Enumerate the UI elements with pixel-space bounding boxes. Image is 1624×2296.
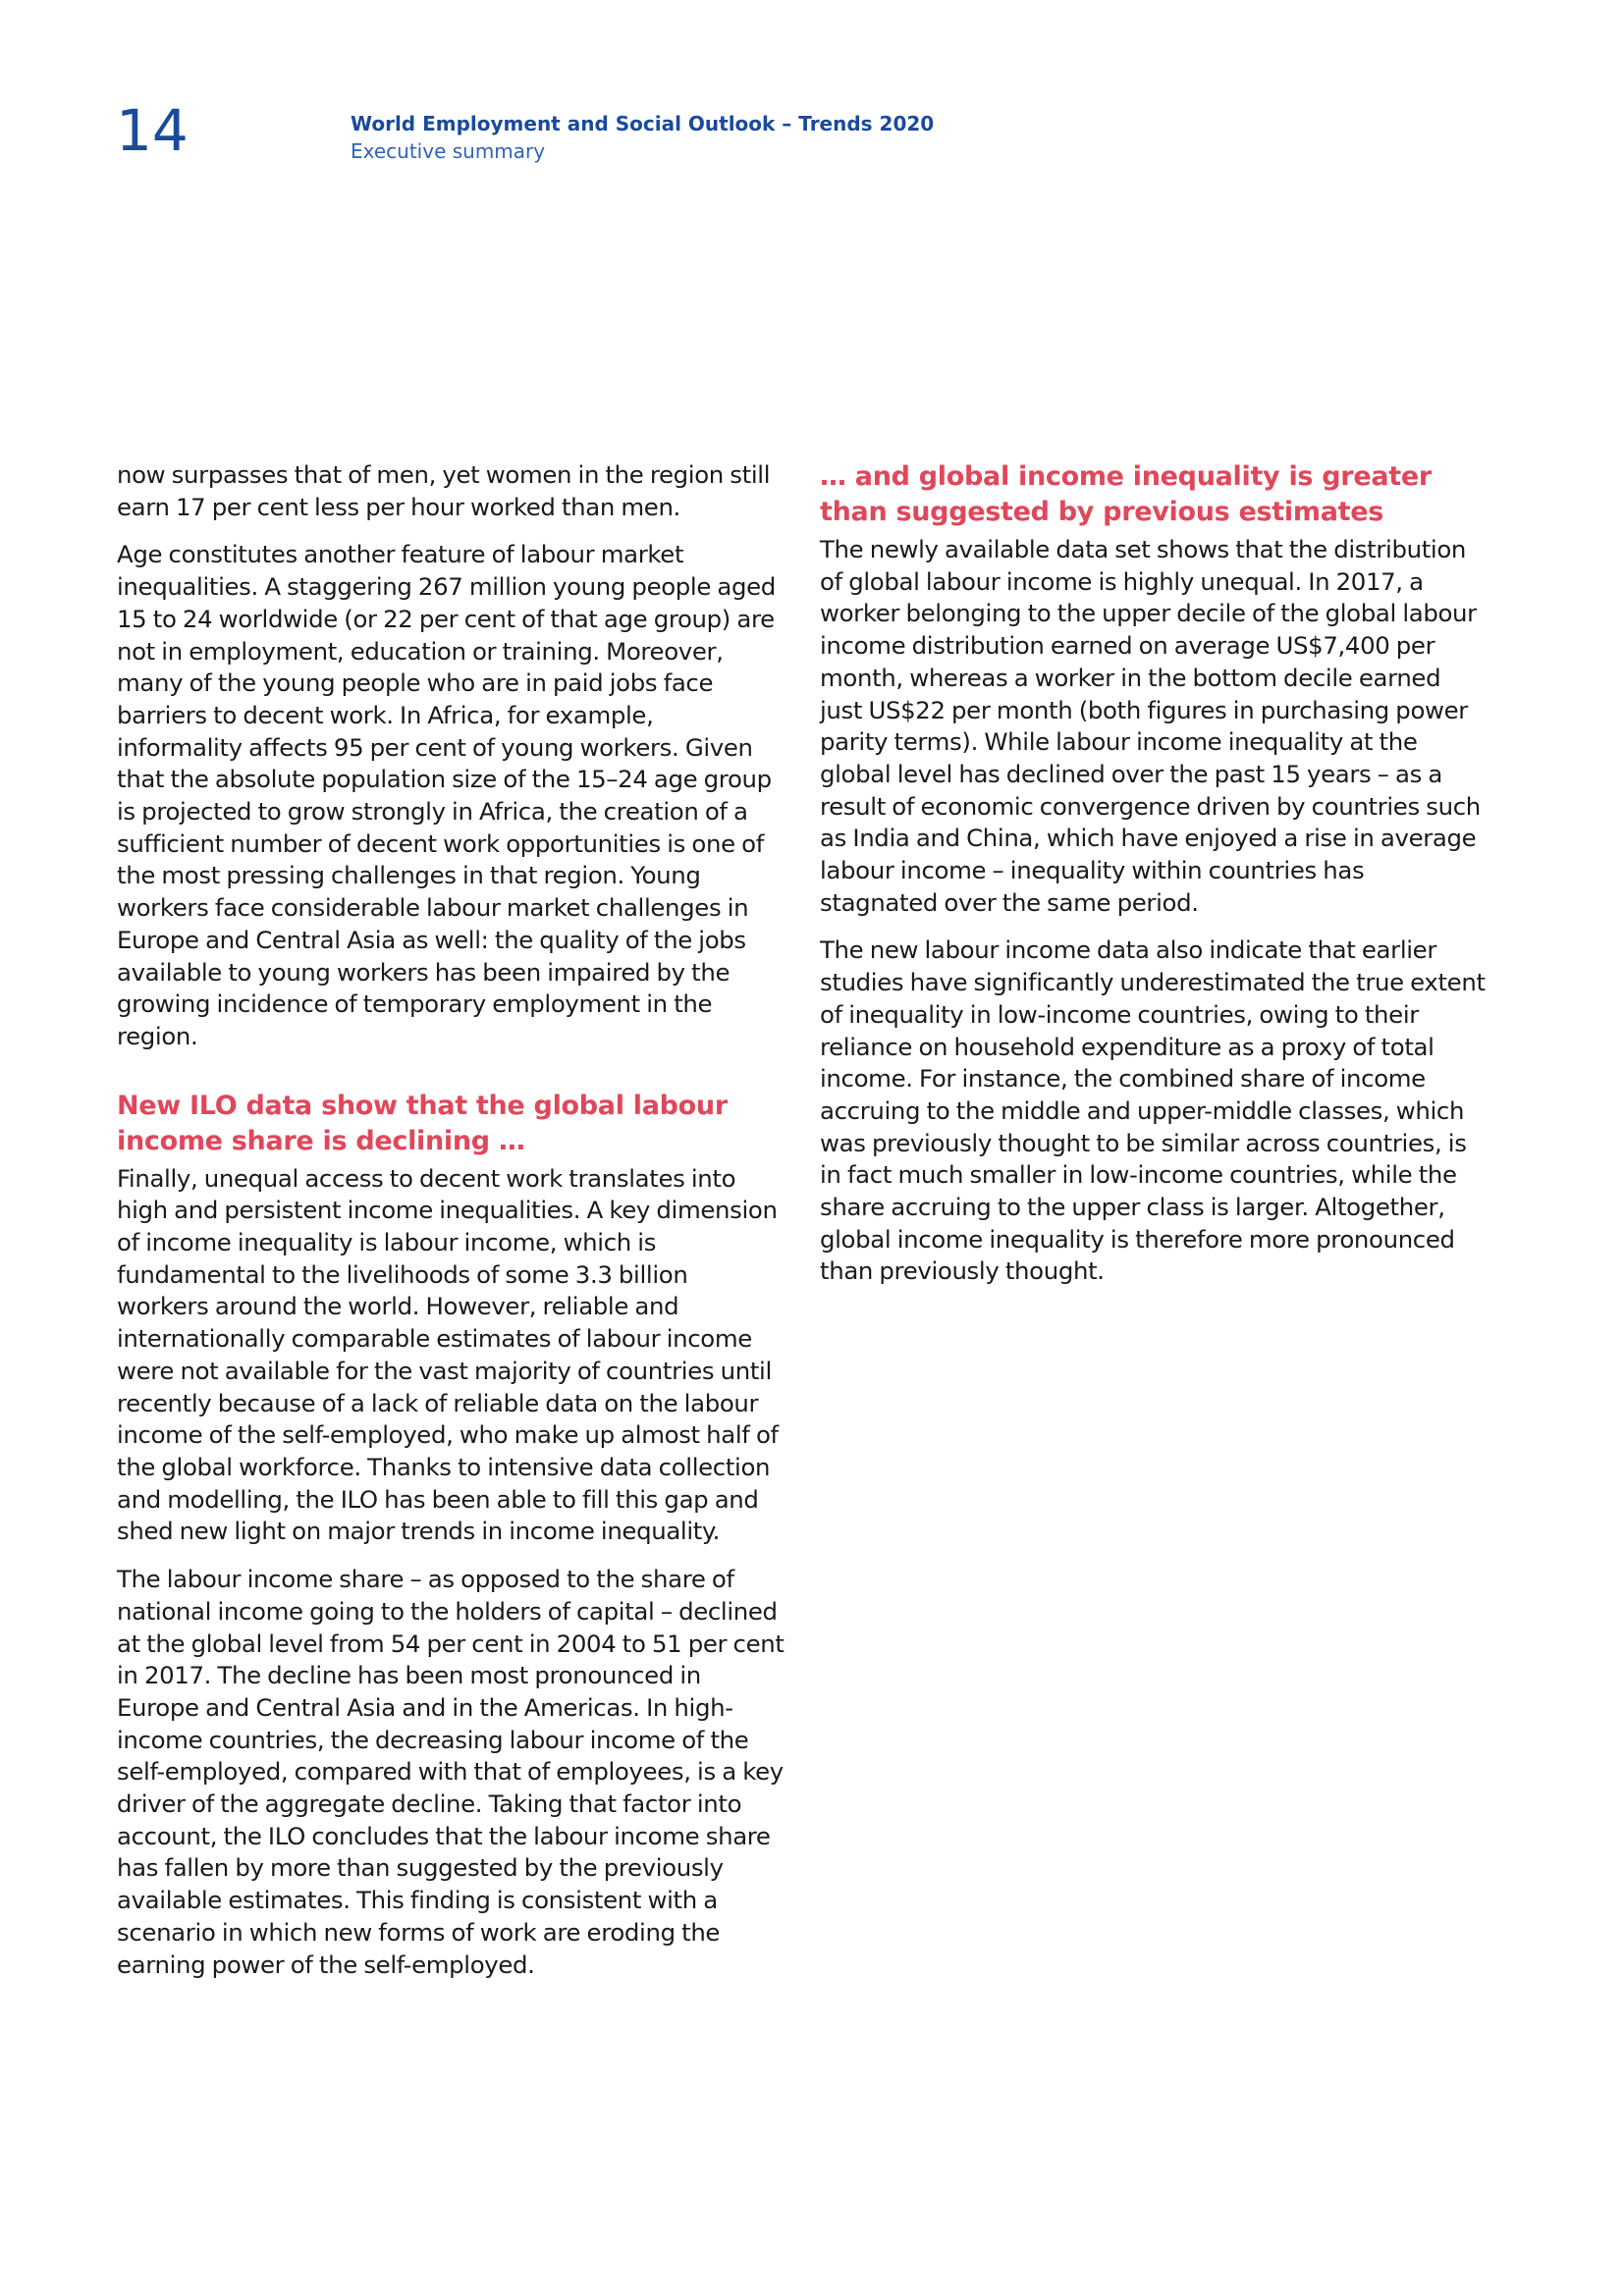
section-heading: … and global income inequality is greater than suggested by previous estimates (820, 461, 1432, 527)
right-column (820, 459, 1488, 1304)
running-header (351, 110, 934, 165)
report-title: World Employment and Social Outlook – Trends 2020 (351, 112, 935, 135)
paragraph: The new labour income data also indicate that earlier studies have significantly underestimated the true extent of inequality in low-income countries, owing to their reliance on household expenditure as a proxy of total income. For instance, the combined share of income accruing to the middle and upper-middle classes, which was previously thought to be similar across countries, is in fact much smaller in low-income countries, while the share accruing to the upper class is larger. Altogether, global income inequality is therefore more pronounced than previously thought. (820, 935, 1486, 1286)
left-column (117, 459, 785, 1997)
paragraph: Age constitutes another feature of labour market inequalities. A staggering 267 million young people aged 15 to 24 worldwide (or 22 per cent of that age group) are not in employment, education or training. Moreover, many of the young people who are in paid jobs face barriers to decent work. In Africa, for example, informality affects 95 per cent of young workers. Given that the absolute population size of the 15–24 age group is projected to grow strongly in Africa, the creation of a sufficient number of decent work opportunities is one of the most pressing challenges in that region. Young workers face considerable labour market challenges in Europe and Central Asia as well: the quality of the jobs available to young workers has been impaired by the growing incidence of temporary employment in the region. (117, 540, 776, 1050)
page-number: 14 (116, 97, 189, 164)
section-title: Executive summary (351, 139, 546, 163)
section-heading: New ILO data show that the global labour income share is declining … (117, 1090, 728, 1156)
paragraph: The labour income share – as opposed to the share of national income going to the holders of capital – declined at the global level from 54 per cent in 2004 to 51 per cent in 2017. The decline has been most pronounced in Europe and Central Asia and in the Americas. In high-income countries, the decreasing labour income of the self-employed, compared with that of employees, is a key driver of the aggregate decline. Taking that factor into account, the ILO concludes that the labour income share has fallen by more than suggested by the previously available estimates. This finding is consistent with a scenario in which new forms of work are eroding the earning power of the self-employed. (117, 1565, 785, 1979)
paragraph: now surpasses that of men, yet women in the region still earn 17 per cent less per hour worked than men. (117, 460, 771, 521)
paragraph: The newly available data set shows that the distribution of global labour income is highly unequal. In 2017, a worker belonging to the upper decile of the global labour income distribution earned on average US$7,400 per month, whereas a worker in the bottom decile earned just US$22 per month (both figures in purchasing power parity terms). While labour income inequality at the global level has declined over the past 15 years – as a result of economic convergence driven by countries such as India and China, which have enjoyed a rise in average labour income – inequality within countries has stagnated over the same period. (820, 535, 1481, 917)
paragraph: Finally, unequal access to decent work translates into high and persistent income inequalities. A key dimension of income inequality is labour income, which is fundamental to the livelihoods of some 3.3 billion workers around the world. However, reliable and internationally comparable estimates of labour income were not available for the vast majority of countries until recently because of a lack of reliable data on the labour income of the self-employed, who make up almost half of the global workforce. Thanks to intensive data collection and modelling, the ILO has been able to fill this gap and shed new light on major trends in income inequality. (117, 1163, 779, 1546)
